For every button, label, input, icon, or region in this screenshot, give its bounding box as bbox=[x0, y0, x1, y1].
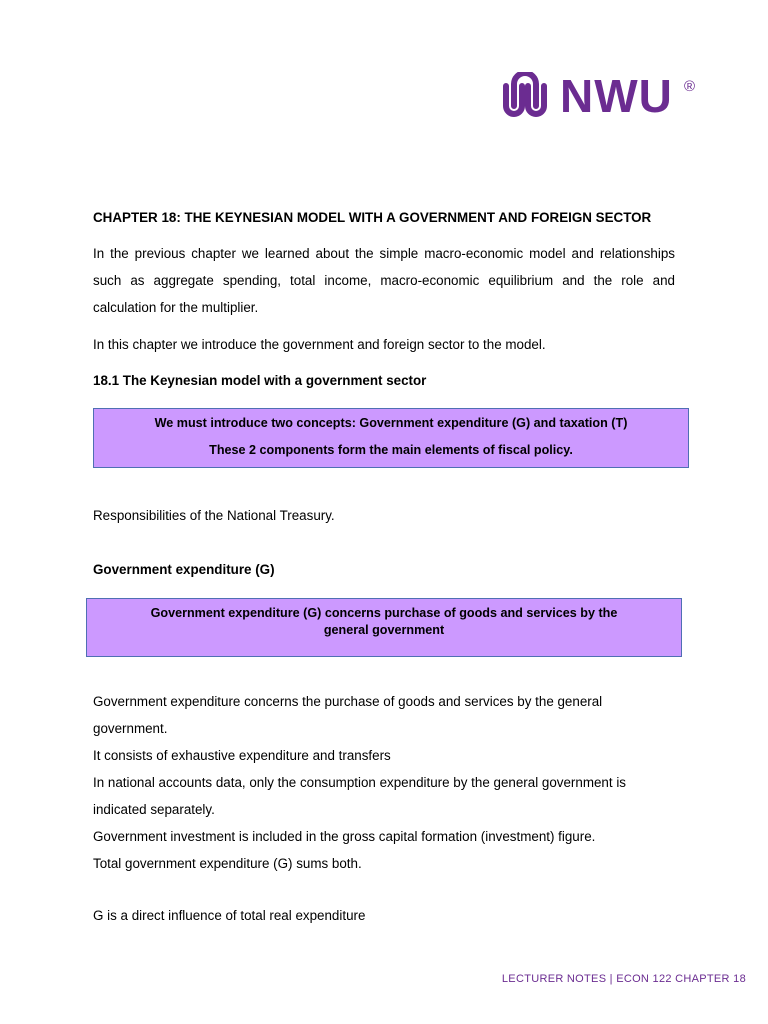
body-line: Total government expenditure (G) sums both. bbox=[93, 856, 362, 871]
intro-paragraph: In the previous chapter we learned about the simple macro-economic model and relationships such as aggregate spending, total income, macro-economic equilibrium and the role and calculation for the multiplier. bbox=[93, 246, 675, 315]
nwu-logo bbox=[500, 70, 696, 122]
responsibilities-text: Responsibilities of the National Treasury. bbox=[93, 508, 335, 523]
gov-exp-definition-text: Government expenditure (G) concerns purchase of goods and services by the general government bbox=[150, 606, 618, 637]
body-line: Government expenditure concerns the purchase of goods and services by the general bbox=[93, 694, 603, 709]
fiscal-policy-box bbox=[93, 408, 689, 468]
body-line: It consists of exhaustive expenditure and transfers bbox=[93, 748, 391, 763]
logo-text: NWU bbox=[560, 70, 673, 122]
page-footer: LECTURER NOTES | ECON 122 CHAPTER 18 bbox=[501, 973, 746, 985]
chapter-heading: CHAPTER 18: THE KEYNESIAN MODEL WITH A GOVERNMENT AND FOREIGN SECTOR bbox=[93, 210, 652, 225]
fiscal-box-line-2: These 2 components form the main elements of fiscal policy. bbox=[209, 443, 573, 457]
closing-line: G is a direct influence of total real expenditure bbox=[93, 908, 366, 923]
nwu-emblem-icon bbox=[500, 72, 550, 120]
body-line: In national accounts data, only the consumption expenditure by the general government is bbox=[93, 775, 626, 790]
gov-exp-heading: Government expenditure (G) bbox=[93, 562, 275, 577]
registered-mark: ® bbox=[684, 78, 696, 95]
section-heading: 18.1 The Keynesian model with a government sector bbox=[93, 373, 427, 388]
body-line: Government investment is included in the gross capital formation (investment) figure. bbox=[93, 829, 596, 844]
gov-exp-definition-box bbox=[86, 598, 682, 657]
body-line: government. bbox=[93, 721, 168, 736]
intro-paragraph-2: In this chapter we introduce the government and foreign sector to the model. bbox=[93, 337, 546, 352]
body-text bbox=[93, 688, 693, 877]
body-line: indicated separately. bbox=[93, 802, 215, 817]
fiscal-box-line-1: We must introduce two concepts: Government expenditure (G) and taxation (T) bbox=[154, 416, 628, 430]
